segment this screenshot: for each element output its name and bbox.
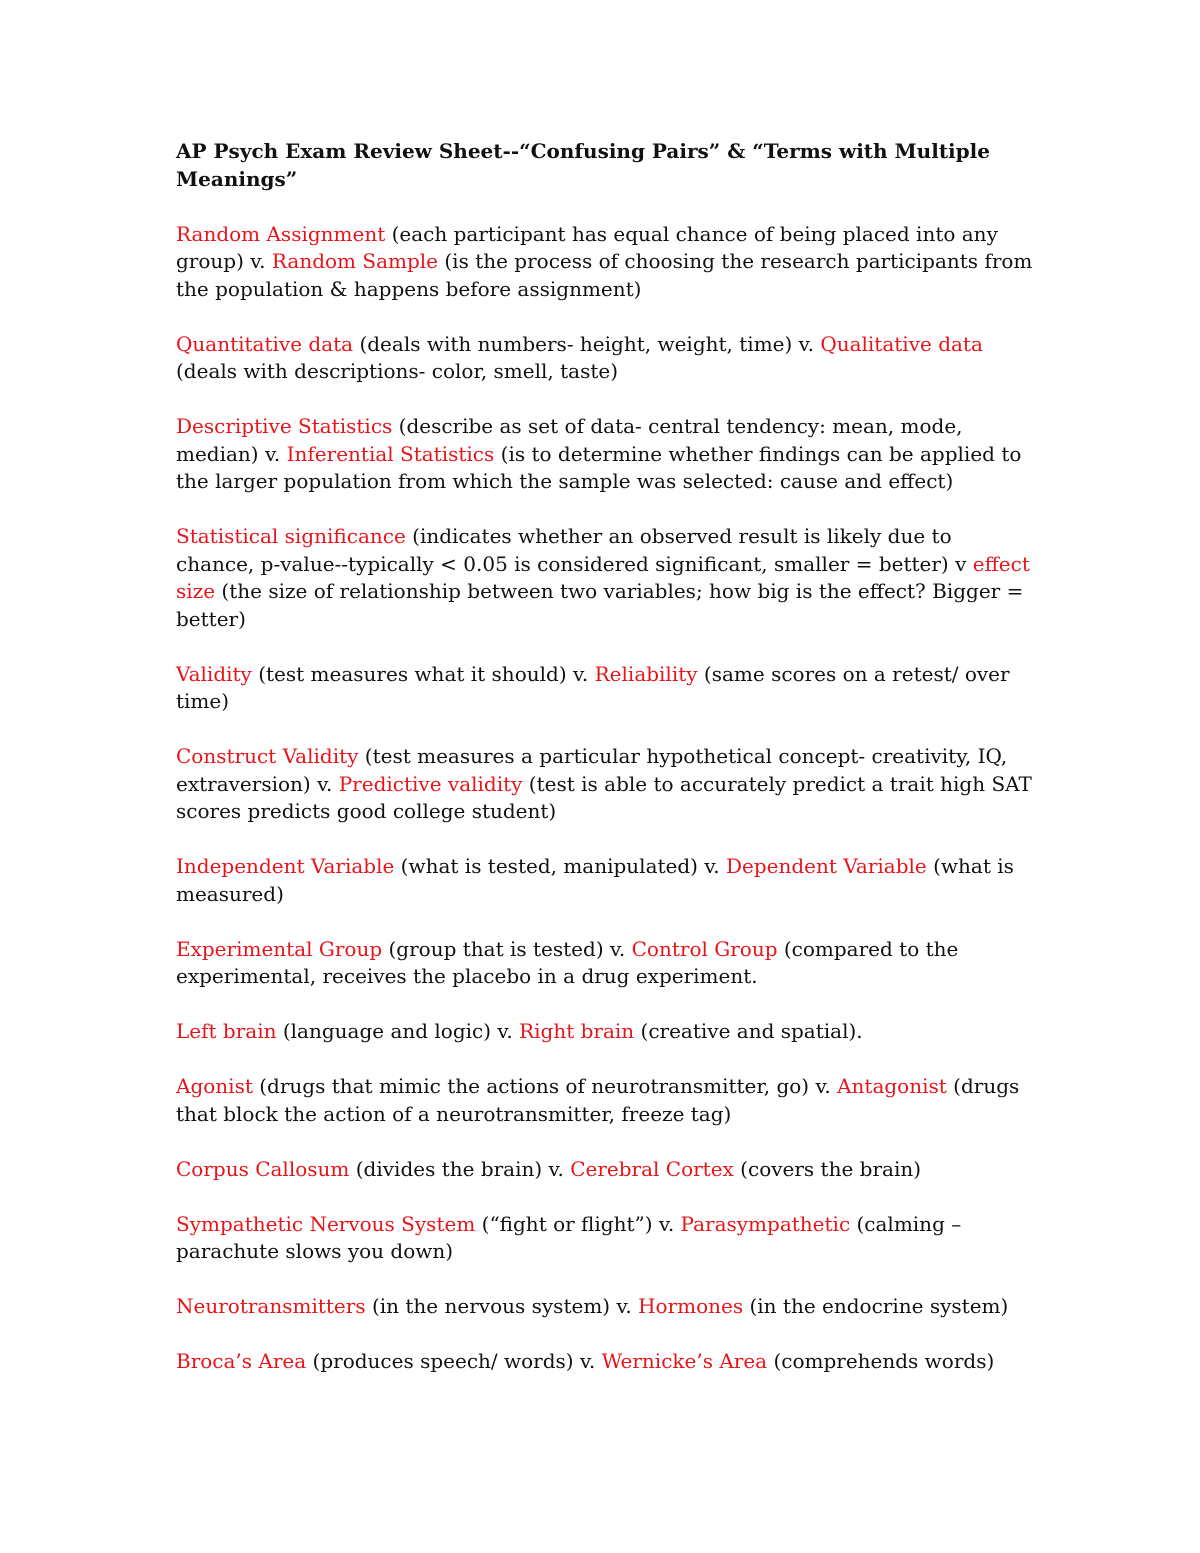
- versus-separator: v.: [616, 1294, 639, 1318]
- versus-separator: v.: [572, 661, 595, 686]
- term-control-group: Control Group: [631, 936, 778, 961]
- term-sympathetic-nervous-system: Sympathetic Nervous System: [176, 1211, 476, 1236]
- desc-wernickes-area: (comprehends words): [767, 1349, 995, 1373]
- term-qualitative-data: Qualitative data: [820, 331, 983, 356]
- versus-separator: v.: [798, 331, 821, 356]
- desc-antagonist: (drugs that block the action of a neurotransmitter, freeze tag): [176, 1074, 1020, 1126]
- desc-validity: (test measures what it should): [251, 661, 573, 686]
- desc-sympathetic-nervous-system: (“fight or flight”): [475, 1211, 659, 1236]
- versus-separator: v: [955, 551, 973, 576]
- term-random-assignment: Random Assignment: [176, 221, 386, 246]
- term-reliability: Reliability: [594, 661, 698, 686]
- term-effect-size: effect size: [176, 551, 1030, 603]
- desc-neurotransmitters: (in the nervous system): [365, 1294, 617, 1318]
- term-right-brain: Right brain: [519, 1019, 635, 1043]
- term-statistical-significance: Statistical significance: [176, 524, 406, 548]
- term-wernickes-area: Wernicke’s Area: [601, 1349, 768, 1373]
- desc-quantitative-data: (deals with numbers- height, weight, time): [353, 331, 799, 356]
- desc-random-assignment: (each participant has equal chance of being placed into any group): [176, 221, 998, 273]
- versus-separator: v.: [609, 936, 632, 961]
- desc-descriptive-statistics: (describe as set of data- central tendency: mean, mode, median): [176, 414, 963, 466]
- versus-separator: v.: [250, 249, 272, 273]
- versus-separator: v.: [658, 1211, 681, 1236]
- term-validity: Validity: [176, 661, 252, 686]
- desc-cerebral-cortex: (covers the brain): [733, 1156, 922, 1181]
- desc-hormones: (in the endocrine system): [743, 1294, 1009, 1318]
- document-title: AP Psych Exam Review Sheet--“Confusing Pairs” & “Terms with Multiple Meanings”: [176, 139, 990, 191]
- entry-quantitative-data: [176, 331, 1036, 386]
- versus-separator: v.: [497, 1019, 520, 1043]
- document-page: [176, 138, 1036, 1403]
- entry-left-brain: [176, 1018, 1036, 1046]
- desc-parasympathetic: (calming – parachute slows you down): [176, 1211, 962, 1263]
- entry-construct-validity: [176, 743, 1036, 826]
- entry-corpus-callosum: [176, 1156, 1036, 1184]
- versus-separator: v.: [815, 1074, 838, 1098]
- term-parasympathetic: Parasympathetic: [680, 1211, 851, 1236]
- desc-independent-variable: (what is tested, manipulated): [394, 854, 705, 878]
- entry-statistical-significance: [176, 523, 1036, 633]
- desc-inferential-statistics: (is to determine whether findings can be applied to the larger population from which the sample was selected: cause and effect): [176, 441, 1022, 493]
- entry-descriptive-statistics: [176, 413, 1036, 496]
- versus-separator: v.: [704, 854, 726, 878]
- desc-construct-validity: (test measures a particular hypothetical concept- creativity, IQ, extraversion): [176, 744, 1008, 796]
- term-neurotransmitters: Neurotransmitters: [176, 1294, 366, 1318]
- term-left-brain: Left brain: [176, 1019, 277, 1043]
- entry-experimental-group: [176, 936, 1036, 991]
- term-experimental-group: Experimental Group: [176, 936, 383, 961]
- term-construct-validity: Construct Validity: [176, 744, 359, 768]
- desc-statistical-significance: (indicates whether an observed result is likely due to chance, p-value--typically < 0.05 is considered significant, smaller = better): [176, 524, 956, 576]
- desc-corpus-callosum: (divides the brain): [349, 1156, 549, 1181]
- term-dependent-variable: Dependent Variable: [725, 854, 927, 878]
- desc-experimental-group: (group that is tested): [382, 936, 610, 961]
- desc-dependent-variable: (what is measured): [176, 854, 1014, 906]
- versus-separator: v.: [579, 1349, 602, 1373]
- desc-agonist: (drugs that mimic the actions of neurotransmitter, go): [252, 1074, 816, 1098]
- term-random-sample: Random Sample: [271, 249, 439, 273]
- term-corpus-callosum: Corpus Callosum: [176, 1156, 350, 1181]
- term-agonist: Agonist: [176, 1074, 253, 1098]
- desc-control-group: (compared to the experimental, receives the placebo in a drug experiment.: [176, 936, 959, 988]
- desc-brocas-area: (produces speech/ words): [306, 1349, 580, 1373]
- desc-qualitative-data: (deals with descriptions- color, smell, taste): [176, 359, 619, 383]
- term-brocas-area: Broca’s Area: [176, 1349, 307, 1373]
- term-quantitative-data: Quantitative data: [176, 331, 354, 356]
- entry-random-assignment: [176, 221, 1036, 304]
- entry-validity: [176, 661, 1036, 716]
- term-cerebral-cortex: Cerebral Cortex: [570, 1156, 734, 1181]
- entry-neurotransmitters: [176, 1293, 1036, 1321]
- term-antagonist: Antagonist: [837, 1074, 947, 1098]
- versus-separator: v.: [317, 771, 339, 796]
- versus-separator: v.: [548, 1156, 571, 1181]
- desc-reliability: (same scores on a retest/ over time): [176, 661, 1010, 713]
- entry-brocas-area: [176, 1348, 1036, 1376]
- entry-independent-variable: [176, 853, 1036, 908]
- term-independent-variable: Independent Variable: [176, 854, 395, 878]
- desc-random-sample: (is the process of choosing the research participants from the population & happens before assignment): [176, 249, 1033, 301]
- desc-left-brain: (language and logic): [276, 1019, 498, 1043]
- entry-sympathetic-nervous-system: [176, 1211, 1036, 1266]
- desc-predictive-validity: (test is able to accurately predict a trait high SAT scores predicts good college student): [176, 771, 1032, 823]
- entry-agonist: [176, 1073, 1036, 1128]
- term-descriptive-statistics: Descriptive Statistics: [176, 414, 393, 438]
- term-predictive-validity: Predictive validity: [338, 771, 523, 796]
- term-inferential-statistics: Inferential Statistics: [286, 441, 495, 466]
- desc-right-brain: (creative and spatial).: [634, 1019, 863, 1043]
- term-hormones: Hormones: [638, 1294, 744, 1318]
- versus-separator: v.: [264, 441, 287, 466]
- desc-effect-size: (the size of relationship between two variables; how big is the effect? Bigger = better): [176, 579, 1024, 631]
